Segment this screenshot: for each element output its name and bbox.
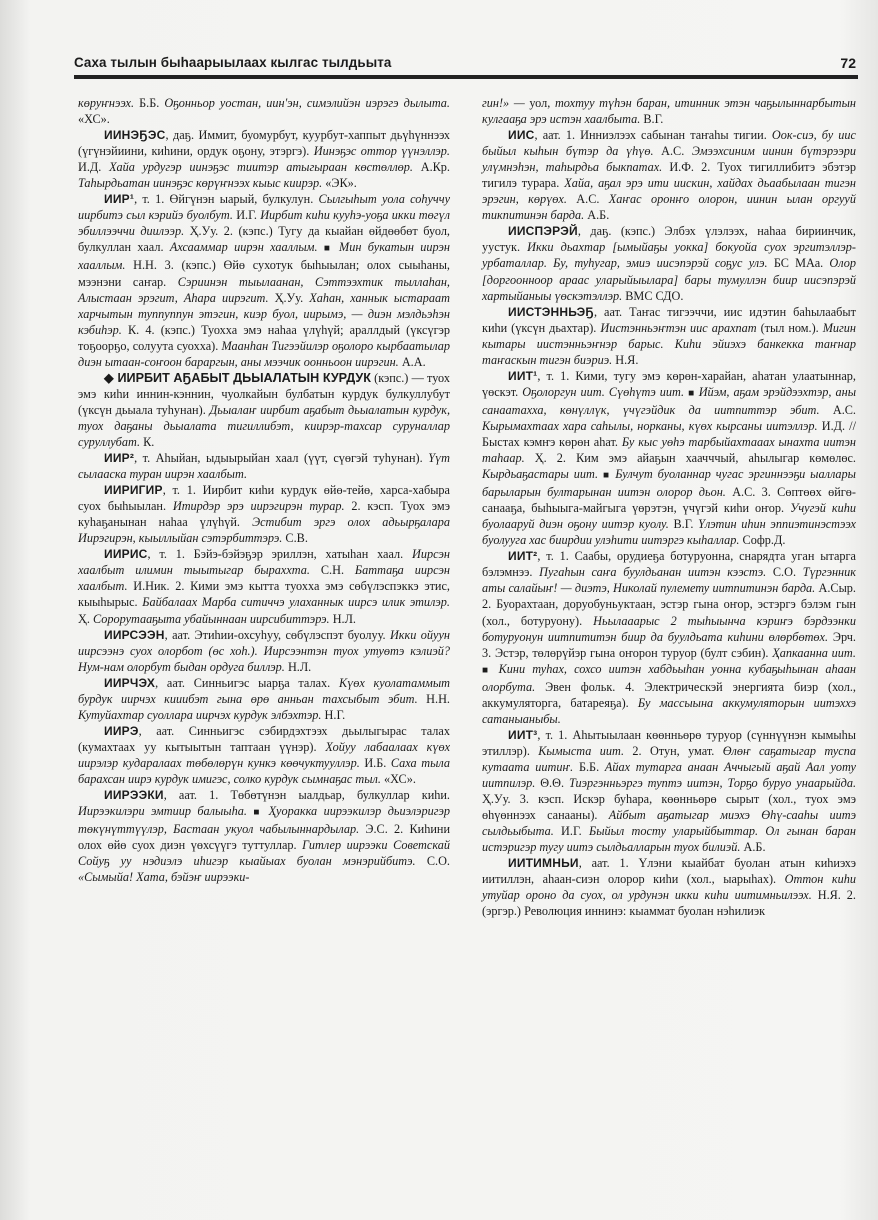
headword: ИИРСЭЭН xyxy=(104,627,165,642)
example-text: Булчут буоланнар чугас эргиннээҕи ыаллары барыларын бултарынан иитэн олорор дьон. xyxy=(482,467,856,500)
example-text: Иирбит киһи кууһэ-уоҕа икки төгүл эбиллээччи диилээр. xyxy=(78,208,451,239)
dictionary-entry xyxy=(482,727,856,855)
example-text: Күөх куолатаммыт бурдук иирчэх кииибэт гына өрө анньан тахсыбыт эбит. xyxy=(78,675,451,706)
definition-text: , т. 1. Иирбит киһи курдук өйө-тейө, харса-хабыра суох быһыылан. xyxy=(78,483,450,514)
example-text: Айах тутарга анаан Аччыгый аҕай Аал уоту иитпилэр. xyxy=(482,759,856,790)
definition-text: , аат. 1. Инниэлээх сабынан таҥаһы тигии. xyxy=(534,128,772,143)
definition-text: Б.Б. xyxy=(139,96,165,110)
dictionary-entry xyxy=(482,855,856,919)
definition-text: Э.С. 2. Киһини олох өйө суох диэн үөхсүүгэ туттуллар. xyxy=(78,822,450,853)
headword: ИИРЭЭКИ xyxy=(104,788,164,803)
dictionary-entry xyxy=(482,223,856,303)
dictionary-entry xyxy=(78,482,450,546)
definition-text: , т. 1. Саабы, орудиеҕа ботуруонна, снарядта уган ытарга бэлэмнээ. xyxy=(482,549,856,580)
example-text: Хайа, аҕал эрэ ити иискин, хайдах дьаабылаан тигэн эрэгин, көрүөх. xyxy=(482,176,856,207)
example-text: Эмээхсиним иинин бүтэрээри улүмнэһэн, таһырдьа быкпатах. xyxy=(482,144,856,175)
headword: ИИС xyxy=(508,128,535,143)
dictionary-entry xyxy=(482,95,856,127)
example-text: Бу кыс уөһэ тарбыйахтааах ынахта иитэн таһаар. xyxy=(482,434,856,466)
example-text: Икки ойуун иирсээнэ суох олорбот (өс хоһ.). Иирсээнтэн туох утуөтэ кэлиэй? Нум-нам олорбут быдан ордуга биллэр. xyxy=(78,627,450,674)
definition-text: Н.Я. 2. (эргэр.) Революция иннинэ: кыаммат буолан нэһилиэк xyxy=(482,888,856,919)
example-text: Хаҥас оронҥо олорон, иинин ылан оргууй тикпитинэн барда. xyxy=(482,192,856,223)
dictionary-entry xyxy=(482,127,856,223)
example-text: Иирээкилэри эмтиир балыыһа. xyxy=(78,804,254,819)
example-text: Олор [доргоонноор араас уларыйыылара] бары тумуллэн биир иисэпэрэй хартыйаныы үөскэтэллэр. xyxy=(482,256,857,303)
square-bullet: ■ xyxy=(323,243,339,255)
example-text: Баттаҕа иирсэн хаалбыт. xyxy=(78,563,450,594)
headword: ИИТИМНЬИ xyxy=(508,856,579,871)
dictionary-entry xyxy=(78,675,450,723)
example-text: Кырымахтаах хара саһылы, норканы, күөх кырсаны иитэллэр. xyxy=(482,418,822,433)
dictionary-entry xyxy=(78,723,450,787)
definition-text: Н.Н. xyxy=(426,691,450,706)
definition-text: А.С. xyxy=(576,192,609,207)
definition-text: И.Г. xyxy=(236,208,261,223)
definition-text: К. xyxy=(143,434,155,449)
square-bullet: ■ xyxy=(688,387,699,399)
example-text: Сорорутааҕыта убайыннаан иирсибиттэрэ. xyxy=(92,611,333,626)
page-header xyxy=(74,53,858,79)
definition-text: Б.Б. xyxy=(578,759,605,774)
definition-text: В.Г. xyxy=(643,112,664,127)
example-text: Хаһан, ханнык ыстараат харчытын туппуппун этэгин, киэр буол, иирымэ, — диэн мэлдьэһэн кэбиһэр. xyxy=(78,290,451,337)
dictionary-entry xyxy=(482,304,856,368)
definition-text: С.О. xyxy=(426,854,450,869)
definition-text: И.Б. xyxy=(364,755,391,770)
definition-text: А.С. xyxy=(661,144,692,159)
example-text: Өлөҥ саҕатыгар туспа кутаата иитиҥ. xyxy=(482,743,856,774)
phrase-headword: ◆ ИИРБИТ АҔАБЫТ ДЬЫАЛАТЫН КУРДУК xyxy=(104,370,371,385)
definition-text: Θ.Θ. xyxy=(540,775,569,790)
definition-text: , т. 1. Аһытыылаан көөнньөрө туруор (сүннүүнэн кымыһы этиллэр). xyxy=(482,727,856,758)
example-text: Оок-сиэ, бу иис быйыл кыһын бүтэр да үһүө. xyxy=(482,128,856,159)
definition-text: А.С. 3. Сөптөөх өйгө-санааҕа, быһыыга-майгыга үөрэтэн, үчүгэй киһи оҥор. xyxy=(482,485,857,516)
definition-text: Софр.Д. xyxy=(742,533,786,548)
definition-text: И.Д. xyxy=(78,160,110,175)
example-text: Сылгыһыт уола соһуччу иирбитэ сыл кэрийэ буолбут. xyxy=(78,192,451,223)
example-text: Эстибит эргэ олох адьырҕалара Иирэгирэн, кыыллыйан сэтэрбиттэрэ. xyxy=(78,515,450,546)
dictionary-entry xyxy=(78,627,450,675)
example-text: Итирдэр эрэ иирэгирэн турар. xyxy=(172,499,352,514)
definition-text: Ҳ.Уу. xyxy=(274,290,310,305)
dictionary-entry xyxy=(78,787,450,885)
definition-text: Эрч. 3. Эстэр, төлөрүйэр гына оҥорон туруор (булт сэбин). xyxy=(482,629,856,660)
example-text: Учугэй киһи буолааруй диэн оҕону иитэр куолу. xyxy=(482,501,856,532)
definition-text: , аат. 1. Үлэни кыайбат буолан атын киһиэхэ иитиллэн, аһаан-сиэн олорор киһи (хол., ыарыһах). xyxy=(482,856,856,887)
headword: ИИТ³ xyxy=(508,727,538,742)
definition-text: 2. кэсп. Туох эмэ куһаҕанынан наһаа үлүһүй. xyxy=(78,499,450,530)
headword: ИИРИС xyxy=(104,547,148,562)
headword: ИИТ¹ xyxy=(508,368,538,383)
definition-text: А.Кр. xyxy=(420,160,450,175)
definition-text: «ХС». xyxy=(78,112,110,127)
definition-text: И.Ник. 2. Кими эмэ кытта туохха эмэ сөбүлэспэккэ этис, кыыһырыс. xyxy=(78,579,450,610)
headword: ИИСТЭННЬЭҔ xyxy=(508,304,594,319)
dictionary-entry xyxy=(78,546,450,626)
definition-text: Эвен фольк. 4. Электрическэй энергията биэр (хол., аккумуляторга, батареяҕа). xyxy=(482,679,856,710)
definition-text: , т. 1. Кими, тугу эмэ көрөн-харайан, аһатан улаатыннар, үөскэт. xyxy=(482,368,856,399)
definition-text: К. 4. (кэпс.) Туохха эмэ наһаа үлүһүй; араллдый (үксүгэр тоҕоорҕо, солуута суохха). xyxy=(78,322,450,353)
definition-text: В.Г. xyxy=(673,517,699,532)
definition-text: А.Б. xyxy=(587,208,610,223)
definition-text: И.Ф. 2. Туох тигиллибитэ эбэтэр тигилэ турара. xyxy=(482,160,856,191)
definition-text: , аат. Синньигэс ыарҕа талах. xyxy=(155,675,339,690)
example-text: Таһырдьатан иинэҕэс көрүҥнээх кыыс киирэр. xyxy=(78,176,326,191)
definition-text: , т. 1. Бэйэ-бэйэҕэр эриллэн, хатыһан хаал. xyxy=(147,547,412,562)
example-text: Ийэм, аҕам эрэйдээхтэр, аны санаатахха, көнүллүк, үчүгэйдик да иитпиттэр эбит. xyxy=(482,384,856,417)
definition-text: А.Б. xyxy=(743,840,766,855)
dictionary-entry xyxy=(482,368,856,549)
definition-text: , аат. Этиһии-охсуһуу, сөбүлэспэт буолуу. xyxy=(164,627,390,642)
example-text: гин!» — xyxy=(482,96,530,110)
example-text: Оттон киһи утуйар ороно да суох, ол урдунэн икки киһи иитимньилээх. xyxy=(482,872,856,903)
dictionary-entry xyxy=(78,95,450,127)
example-text: Байбалаах Марба ситиччэ улаханнык иирсэ илик этилэр. xyxy=(142,595,450,610)
example-text: Дьыалаҥ иирбит аҕабыт дьыалатын курдук, туох даҕаны дьыалата тигиллибэт, киирэр-тахсар суруналлар суруллубат. xyxy=(78,402,451,449)
headword: ИИНЭҔЭС xyxy=(104,128,166,143)
example-text: Хойуу лабаалаах күөх иирэлэр кударалаах төбөлөрүн кункэ көөчуктууллэр. xyxy=(78,739,451,770)
definition-text: БС МАа. xyxy=(773,256,830,271)
headword: ИИРЭ xyxy=(104,723,139,738)
example-text: Маанһан Тигээйилэр оҕолоро кырбаатылар диэн ытаан-соҥоон бараргын, аны мээчик оонньоон иирэгин. xyxy=(78,338,450,369)
example-text: Ахсааммар иирэн хааллым. xyxy=(169,240,324,255)
dictionary-entry xyxy=(78,127,450,191)
definition-text: А.Сыр. 2. Буорахтаан, доруобуньуктаан, эстэр гына оҥор, эстэргэ бэлэм гын (хол., ботуруону). xyxy=(482,581,856,628)
example-text: Иирсэн хаалбыт илимин тыытыгар быраххта. xyxy=(78,547,450,578)
definition-text: Н.Я. xyxy=(615,352,639,367)
example-text: Ҳапкаанна иит. xyxy=(772,645,856,660)
definition-text: Ҳ.Уу. 2. (кэпс.) Тугу да кыайан өйдөөбөт буол, булкуллан хаал. xyxy=(78,224,450,255)
definition-text: «ХС». xyxy=(384,771,416,786)
definition-text: А.С. xyxy=(832,402,856,417)
example-text: Түргэнник аты салайыҥ! — диэтэ, Николай пулемету иитпитинэн барда. xyxy=(482,565,856,596)
example-text: Ньылааарыс 2 тыһыынча кэриҥэ бэрдээнки ботуруонун иитпититэн биир да буулдьата киһини өлөрбөтөх. xyxy=(482,613,856,644)
definition-text: , даҕ. (кэпс.) Элбэх үлэлээх, наһаа бириинчик, уустук. xyxy=(482,224,856,255)
definition-text: Ҳ. xyxy=(78,611,93,626)
definition-text: Н.Л. xyxy=(332,611,356,626)
dictionary-entry xyxy=(78,450,450,482)
example-text: Оҕонньор уостан, иин'эн, симэлийэн иэрэгэ дылыта. xyxy=(164,96,450,110)
definition-text: «ЭК». xyxy=(325,176,357,191)
example-text: Кутуйахтар суоллара иирчэх курдук элбэхтэр. xyxy=(78,707,325,722)
definition-text: Н.Н. 3. (кэпс.) Өйө сухотук быһыылан; олох сыыһаны, мээнэни саҥар. xyxy=(78,258,450,289)
definition-text: ВМС СДО. xyxy=(625,288,684,303)
definition-text: , т. Аһыйан, ыдыырыйан хаал (үүт, сүөгэй туһунан). xyxy=(134,451,429,466)
dictionary-entry xyxy=(482,548,856,727)
definition-text: 2. Отун, умат. xyxy=(632,743,723,758)
definition-text: , аат. Таҥас тигээччи, иис идэтин баһылаабыт киһи (үксүн дьахтар). xyxy=(482,304,856,335)
headword: ИИРЧЭХ xyxy=(104,675,156,690)
definition-text: Ҳ.Уу. 3. кэсп. Искэр буһара, көөнньөрө сырыт (хол., туох эмэ өһүөннээх санааны). xyxy=(482,792,856,823)
example-text: Сэриинэн тыылаанан, Сэттээхтик тыллаһан, Алыстаан эрэгит, Аһара иирэгит. xyxy=(78,274,450,305)
example-text: Тиэргэнньэргэ туптэ иитэн, Торҕо буруо унаарыйда. xyxy=(568,775,857,790)
example-text: Кырдьаҕастары иит. xyxy=(482,467,603,482)
definition-text: уол, xyxy=(529,96,555,110)
square-bullet: ■ xyxy=(602,470,616,482)
example-text: «Сымыйа! Хата, бэйэҥ иирээки- xyxy=(78,870,250,885)
example-text: Ҳуоракка иирээкилэр дьиэлэригэр төкүнүттүүлэр, Бастаан укуол чабылыннардылар. xyxy=(78,804,451,837)
definition-text: (тыл ном.). xyxy=(760,320,823,335)
headword: ИИР¹ xyxy=(104,192,135,207)
example-text: Икки дьахтар [ымыйаҕы уокка] бокуойа суох эргитэллэр-урбаталлар. Бу, туһугар, эмиэ иисэпэрэй соҕус улэ. xyxy=(482,240,856,271)
example-text: Иистэнньэҥтэн иис арахпат xyxy=(600,320,761,335)
definition-text: Н.Г. xyxy=(324,707,346,722)
definition-text: , аат. 1. Төбөтүнэн ыалдьар, булкуллар киһи. xyxy=(163,788,450,803)
example-text: Бу массыына аккумуляторын иитэххэ сатаныаныбы. xyxy=(482,695,857,726)
example-text: Гитлер иирээки Советскай Сойуҕ уу нэдиэлэ иһигэр кыайыах буолан мэнэрийбитэ. xyxy=(78,838,451,869)
definition-text: С.В. xyxy=(285,531,308,546)
example-text: Айбыт аҕатыгар миэхэ Өһү-сааһы иитэ сылдьыбыта. xyxy=(482,808,856,839)
definition-text: Н.Л. xyxy=(287,659,312,674)
square-bullet: ■ xyxy=(253,807,269,819)
right-column xyxy=(482,95,856,919)
example-text: Мигин кытары иистэнньэҥнэр барыс. Киһи эйиэхэ банкекка таҥнар таҥаскын тигэн биэриэ. xyxy=(482,320,857,367)
definition-text: , даҕ. Иммит, буомурбут, куурбут-хаппыт дьүһүннээх (үгүнэйиини, киһини, ордук оҕону, этэргэ). xyxy=(78,128,450,159)
definition-text: И.Д. // Быстах кэмҥэ көрөн аһат. xyxy=(482,418,856,449)
definition-text: С.О. xyxy=(772,565,803,580)
definition-text: , аат. Синньигэс сэбирдэхтээх дьылыгырас талах (кумахтаах уу кытыытын таптаан үүнэр). xyxy=(78,723,450,754)
definition-text: (кэпс.) — туох эмэ киһи иннин-кэннин, чуолкайын булбатын курдук булкуллубут (үксүн дьыала туһунан). xyxy=(78,370,451,417)
definition-text: Ҳ. 2. Ким эмэ айаҕын хаачччый, аһылыгар көмөлөс. xyxy=(534,451,856,466)
headword: ИИР² xyxy=(104,451,135,466)
dictionary-entry xyxy=(78,370,450,450)
headword: ИИТ² xyxy=(508,549,538,564)
definition-text: С.Н. xyxy=(320,563,355,578)
headword: ИИСПЭРЭЙ xyxy=(508,224,578,239)
definition-text: , т. 1. Өйгүнэн ыарый, булкулун. xyxy=(134,192,319,207)
example-text: Иинэҕэс оттор үүнэллэр. xyxy=(313,144,450,159)
example-text: Быйыл тосту уларыйбыттар. Ол гынан баран истэригэр тугу иитэ сылдьалларын туох билиэй. xyxy=(482,824,856,855)
dictionary-entry xyxy=(78,191,450,370)
example-text: тохтуу түһэн баран, итинник этэн чаҕылыннарбытын кулгааҕа эрэ истэн хаалбыта. xyxy=(482,96,857,127)
definition-text: А.А. xyxy=(401,354,426,369)
running-title: Саха тылын быһаарыылаах кылгас тылдьыта xyxy=(74,55,392,70)
example-text: Кини туһах, сохсо иитэн хабдьыһан уонна кубаҕыһынан аһаан олорбута. xyxy=(482,661,856,694)
example-text: көруҥнээх. xyxy=(78,96,140,110)
example-text: Хайа урдугэр иинэҕэс тиитэр атыгыраан көстөллөр. xyxy=(109,160,421,175)
example-text: Үлэтин иһин эппиэтинэстээх буолууга хас биирдии улэһити иитэргэ кыһаллар. xyxy=(482,517,856,548)
example-text: Саха тыла барахсан иирэ курдук имигэс, солко курдук сымнаҕас тыл. xyxy=(78,755,451,786)
definition-text: И.Г. xyxy=(561,824,589,839)
example-text: Мин букатын иирэн хааллым. xyxy=(78,240,451,273)
headword: ИИРИГИР xyxy=(104,483,163,498)
example-text: Кымыста иит. xyxy=(538,743,633,758)
square-bullet: ■ xyxy=(482,664,499,676)
example-text: Пугаһын саҥа буулдьанан иитэн кээстэ. xyxy=(539,565,773,580)
example-text: Оҕолоргун иит. Сүөһүтэ иит. xyxy=(522,384,689,399)
left-column xyxy=(78,95,450,885)
page-number: 72 xyxy=(840,55,856,71)
example-text: Үүт сылааска туран иирэн хаалбыт. xyxy=(78,451,450,482)
